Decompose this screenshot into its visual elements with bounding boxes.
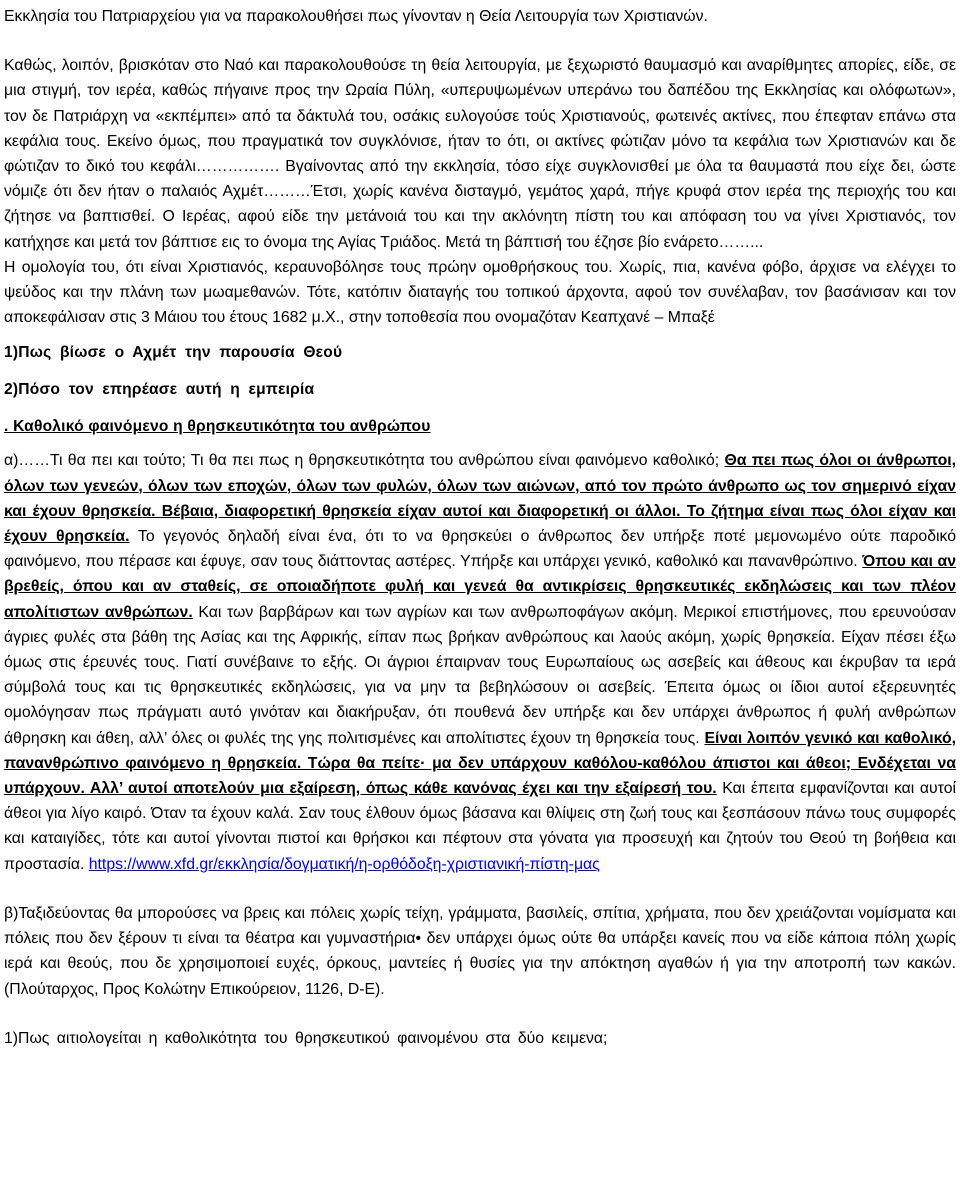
part-a-text-4: Και έπειτα εμφανίζονται και αυτοί άθεοι για λίγο καιρό. Όταν τα έχουν καλά. Σαν τους έλθουν όμως βάσανα και θλίψεις στη ζωή τους και ξεσπάσουν πάνω τους συμφορές και καταιγίδες, τότε και αυτοί γίνονται πιστοί και θρήσκοι και πέφτουν στα γόνατα για προσευχή και ζητούν του Θεού τη βοήθεια και προστασία.: [4, 780, 956, 873]
part-a-paragraph: [4, 448, 956, 876]
spacer: [4, 436, 956, 448]
spacer: [4, 399, 956, 418]
source-link[interactable]: https://www.xfd.gr/εκκλησία/δογματική/η-ορθόδοξη-χριστιανική-πίστη-μας: [88, 855, 600, 873]
spacer: [4, 29, 956, 53]
question-1: 1)Πως βίωσε ο Αχμέτ την παρουσία Θεού: [4, 344, 343, 362]
part-a-bold-1: Θα πει πως όλοι οι άνθρωποι, όλων των γενεών, όλων των εποχών, όλων των φυλών, όλων των αιώνων, από τον πρώτο άνθρωπο ως τον σημερινό είχαν και έχουν θρησκεία. Βέβαια, διαφορετική θρησκεία είχαν αυτοί και διαφορετική οι άλλοι. Το ζήτημα είναι πως όλοι είχαν και έχουν θρησκεία.: [4, 452, 957, 546]
section-heading: . Καθολικό φαινόμενο η θρησκευτικότητα του ανθρώπου: [4, 418, 431, 436]
part-a-intro: α)……Τι θα πει και τούτο; Τι θα πει πως η θρησκευτικότητα του ανθρώπου είναι φαινόμενο καθολικό;: [4, 452, 725, 470]
intro-line: Εκκλησία του Πατριαρχείου για να παρακολουθήσει πως γίνονταν η Θεία Λειτουργία των Χριστιανών.: [4, 8, 708, 25]
spacer: [4, 877, 956, 901]
part-a-bold-2: Όπου και αν βρεθείς, όπου και αν σταθείς, σε οποιαδήποτε φυλή και γενεά θα αντικρίσεις θρησκευτικές εκδηλώσεις και των πλέον απολίτιστων ανθρώπων.: [4, 553, 956, 621]
spacer: [4, 362, 956, 381]
part-b-paragraph: β)Ταξιδεύοντας θα μπορούσες να βρεις και πόλεις χωρίς τείχη, γράμματα, βασιλείς, σπίτια, χρήματα, που δεν χρειάζονται νομίσματα και πόλεις που δεν ξέρουν τι είναι τα θέατρα και γυμναστήρια• δεν υπάρχει όμως ούτε θα υπάρξει κανείς που να είδε κάποια πόλη χωρίς ιερά και θεούς, που δε χρησιμοποιεί ευχές, όρκους, μαντείες ή θυσίες για την απόκτηση αγαθών ή για την αποτροπή των κακών. (Πλούταρχος, Προς Κολώτην Επικούρειον, 1126, D-E).: [4, 904, 956, 998]
document-page: [4, 4, 956, 1051]
confession-paragraph: Η ομολογία του, ότι είναι Χριστιανός, κεραυνοβόλησε τους πρώην ομοθρήσκους του. Χωρίς, πια, κανένα φόβο, άρχισε να ελέγχει το ψεύδος και την πλάνη των μωαμεθανών. Τότε, κατόπιν διαταγής του τοπικού άρχοντα, αφού τον συνέλαβαν, τον βασάνισαν και τον αποκεφάλισαν στις 3 Μάιου του έτους 1682 μ.Χ., στην τοποθεσία που ονομαζόταν Κεαπχανέ – Μπαξέ: [4, 258, 956, 327]
part-a-text-3: Και των βαρβάρων και των αγρίων και των ανθρωποφάγων ακόμη. Μερικοί επιστήμονες, που ερευνούσαν άγριες φυλές στα βάθη της Ασίας και της Αφρικής, είπαν πως βρήκαν ανθρώπους και λαούς ακόμη, χωρίς θρησκεία. Είχαν πέσει έξω όμως στις έρευνές τους. Γιατί συνέβαινε το εξής. Οι άγριοι έπαιρναν τους Ευρωπαίους ως ασεβείς και άθεους και έκρυβαν τα ιερά σύμβολά τους και τις θρησκευτικές εκδηλώσεις, για να μην τα βεβηλώσουν οι ασεβείς. Έπειτα όμως οι ίδιοι αυτοί εξερευνητές ομολόγησαν πως πράγματι αυτό γινόταν και διακήρυξαν, ότι πουθενά δεν υπήρξε και δεν υπάρχει άνθρωπος ή φυλή ανθρώπων άθρησκη και άθεη, αλλ’ όλες οι φυλές της γης πολιτισμένες και απολίτιστες έχουν τη θρησκεία τους.: [4, 603, 957, 747]
story-paragraph: Καθώς, λοιπόν, βρισκόταν στο Ναό και παρακολουθούσε τη θεία λειτουργία, με ξεχωριστό θαυμασμό και αναρίθμητες απορίες, είδε, σε μια στιγμή, τον ιερέα, καθώς πήγαινε προς την Ωραία Πύλη, «υπερυψωμένων υπεράνω του δαπέδου της Εκκλησίας και ολόφωτων», τον δε Πατριάρχη να «εκπέμπει» από τα δάκτυλά του, οσάκις ευλογούσε τούς Χριστιανούς, φωτεινές ακτίνες, που έπεφταν επάνω στα κεφάλια τους. Εκείνο όμως, που πραγματικά τον συγκλόνισε, ήταν το ότι, οι ακτίνες φώτιζαν μόνο τα κεφάλια των Χριστιανών και δε φώτιζαν το δικό του κεφάλι……………. Βγαίνοντας από την εκκλησία, τόσο είχε συγκλονισθεί με όλα τα θαυμαστά που είχε δει, ώστε νόμιζε ότι δεν ήταν ο παλαιός Αχμέτ………Έτσι, χωρίς κανένα δισταγμό, γεμάτος χαρά, πήγε κρυφά στον ιερέα της περιοχής του και ζήτησε να βαπτισθεί. Ο Ιερέας, αφού είδε την μετάνοιά του και την ακλόνητη πίστη του και απόφαση του να γίνει Χριστιανός, τον κατήχησε και μετά τον βάπτισε εις το όνομα της Αγίας Τριάδος. Μετά τη βάπτισή του έζησε βίο ενάρετο……...: [4, 57, 956, 251]
part-a-bold-3: Είναι λοιπόν γενικό και καθολικό, πανανθρώπινο φαινόμενο η θρησκεία. Τώρα θα πείτε· μα δεν υπάρχουν καθόλου-καθόλου άπιστοι και άθεοι; Ενδέχεται να υπάρχουν. Αλλ’ αυτοί αποτελούν μια εξαίρεση, όπως κάθε κανόνας έχει και την εξαίρεσή του.: [4, 729, 956, 798]
spacer: [4, 330, 956, 344]
spacer: [4, 1002, 956, 1026]
question-2: 2)Πόσο τον επηρέασε αυτή η εμπειρία: [4, 381, 315, 399]
final-question: 1)Πως αιτιολογείται η καθολικότητα του θρησκευτικού φαινομένου στα δύο κειμενα;: [4, 1029, 608, 1047]
part-a-text-2: Το γεγονός δηλαδή είναι ένα, ότι το να θρησκεύει ο άνθρωπος δεν υπήρξε ποτέ μεμονωμένο ούτε παροδικό φαινόμενο, που πέρασε και έφυγε, σαν τους διάττοντας αστέρες. Υπήρξε και υπάρχει γενικό, καθολικό και πανανθρώπινο.: [4, 528, 956, 571]
